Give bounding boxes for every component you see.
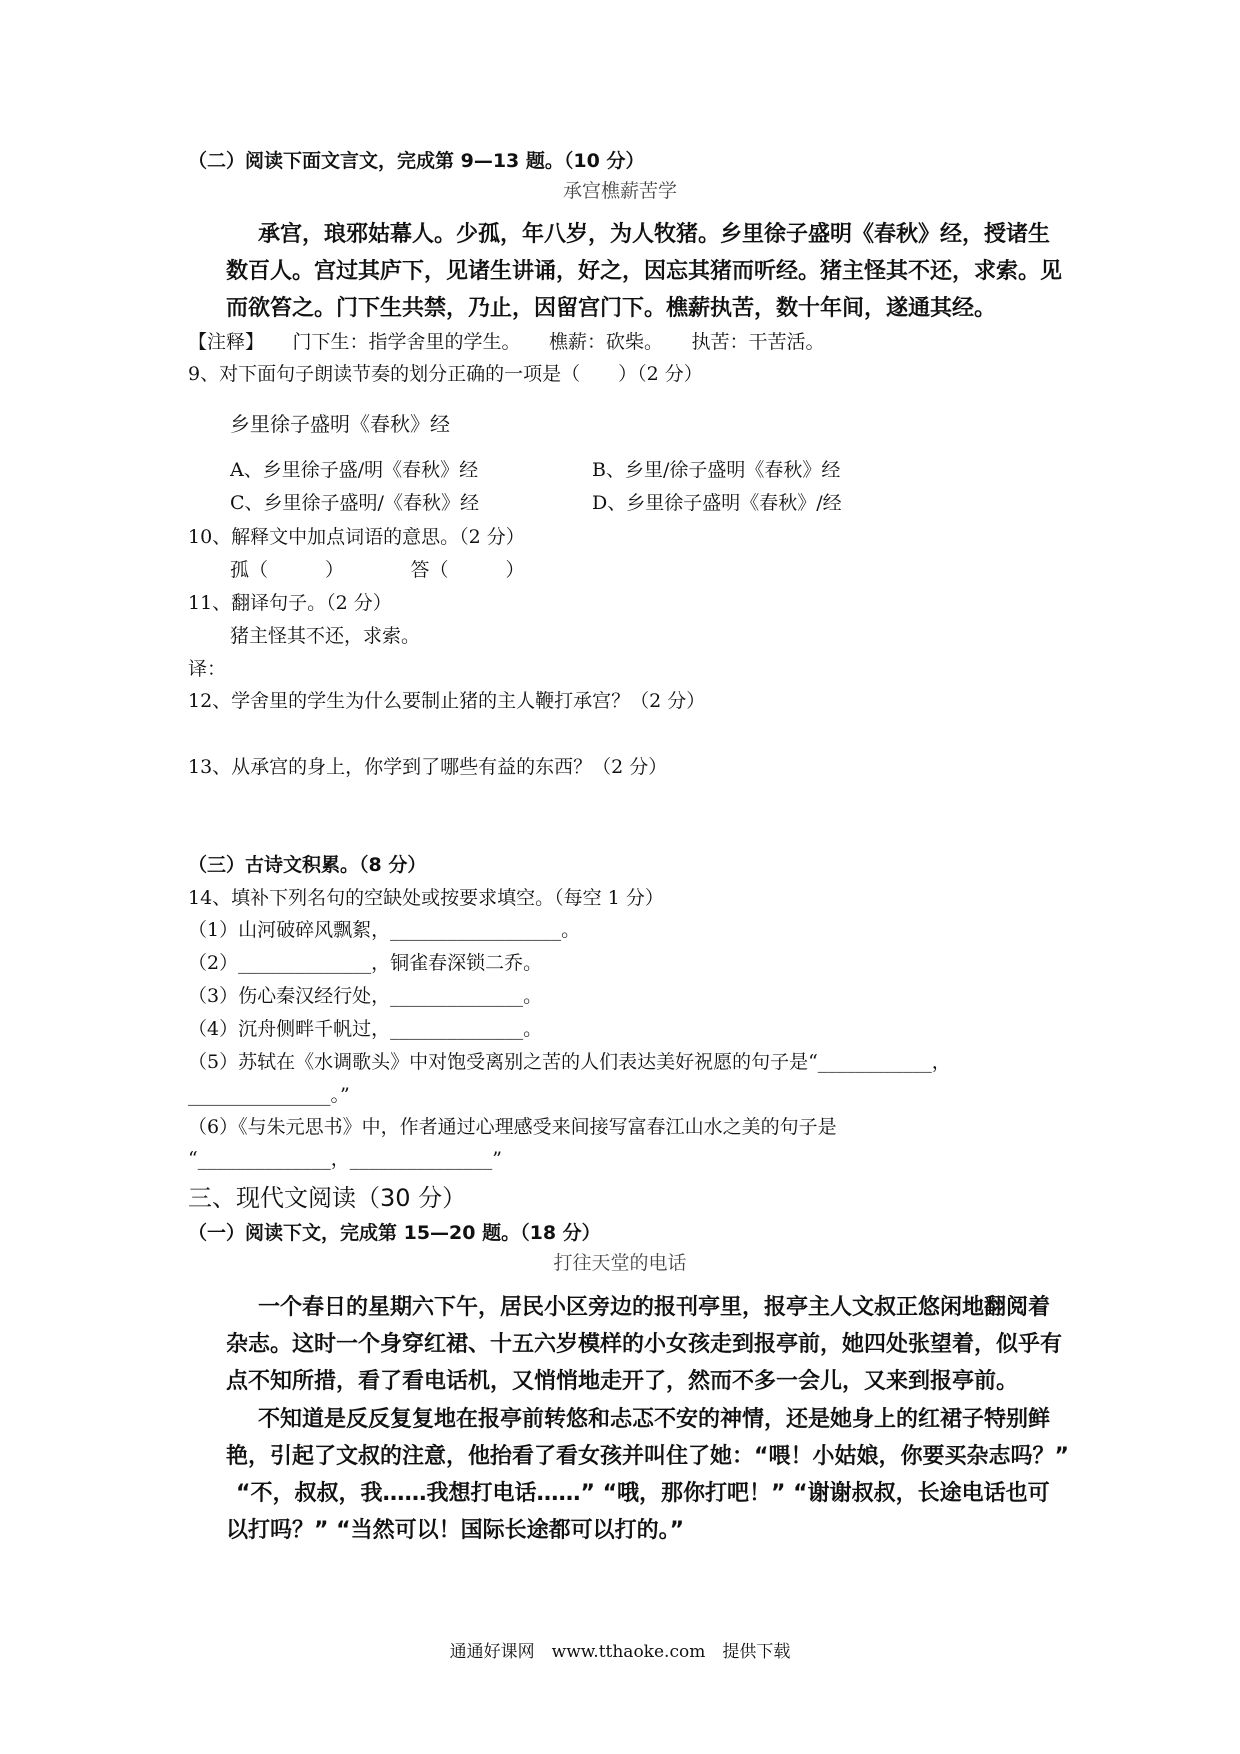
fill-item: （5）苏轼在《水调歌头》中对饱受离别之苦的人们表达美好祝愿的句子是“____________， [188,1051,951,1073]
fill-item: （2）______________，铜雀春深锁二乔。 [188,952,543,974]
option-c: C、乡里徐子盛明/《春秋》经 [230,492,479,514]
passage-line: 以打吗？” “当然可以！国际长途都可以打的。” [226,1518,685,1543]
passage-line: 不知道是反反复复地在报亭前转悠和忐忑不安的神情，还是她身上的红裙子特别鲜 [236,1407,1051,1432]
fill-item: （4）沉舟侧畔千帆过，______________。 [188,1018,543,1040]
passage-line: 一个春日的星期六下午，居民小区旁边的报刊亭里，报亭主人文叔正悠闲地翻阅着 [236,1295,1051,1320]
fill-item: （3）伤心秦汉经行处，______________。 [188,985,543,1007]
passage-line: 艳，引起了文叔的注意，他抬看了看女孩并叫住了她：“喂！小姑娘，你要买杂志吗？” [226,1444,1069,1469]
option-d: D、乡里徐子盛明《春秋》/经 [592,492,842,514]
question-10-blanks: 孤（ ） 答（ ） [230,559,525,581]
passage-line: 点不知所措，看了看电话机，又悄悄地走开了，然而不多一会儿，又来到报亭前。 [226,1369,1019,1394]
fill-item: _______________。” [188,1084,350,1106]
question-13: 13、从承宫的身上，你学到了哪些有益的东西？（2 分） [188,756,668,778]
question-10: 10、解释文中加点词语的意思。（2 分） [188,526,525,548]
part-heading: 三、现代文阅读（30 分） [188,1184,467,1212]
section-heading: （一）阅读下文，完成第 15—20 题。（18 分） [188,1222,601,1244]
passage-line: 承宫，琅邪姑幕人。少孤，年八岁，为人牧猪。乡里徐子盛明《春秋》经，授诸生 [258,222,1051,247]
passage-line: 杂志。这时一个身穿红裙、十五六岁模样的小女孩走到报亭前，她四处张望着，似乎有 [226,1332,1063,1357]
section-heading: （二）阅读下面文言文，完成第 9—13 题。（10 分） [188,150,645,172]
option-b: B、乡里/徐子盛明《春秋》经 [592,459,841,481]
footer-credit: 通通好课网 www.tthaoke.com 提供下载 [449,1642,791,1662]
fill-item: （1）山河破碎风飘絮，__________________。 [188,919,581,941]
passage-line: “不，叔叔，我……我想打电话……” “哦，那你打吧！” “谢谢叔叔，长途电话也可 [236,1481,1050,1506]
question-11: 11、翻译句子。（2 分） [188,592,392,614]
passage-title: 打往天堂的电话 [553,1252,687,1274]
answer-label: 译： [188,658,227,680]
section-heading: （三）古诗文积累。（8 分） [188,854,427,876]
annotation-notes: 【注释】 门下生：指学舍里的学生。 樵薪：砍柴。 执苦：干苦活。 [188,331,825,353]
fill-item: （6）《与朱元思书》中，作者通过心理感受来间接写富春江山水之美的句子是 [188,1116,837,1138]
question-9: 9、对下面句子朗读节奏的划分正确的一项是（ ）（2 分） [188,363,703,385]
fill-item: “______________，_______________” [188,1148,502,1170]
passage-line: 而欲笞之。门下生共禁，乃止，因留宫门下。樵薪执苦，数十年间，遂通其经。 [226,296,997,321]
question-12: 12、学舍里的学生为什么要制止猪的主人鞭打承宫？（2 分） [188,690,706,712]
question-9-sentence: 乡里徐子盛明《春秋》经 [230,412,450,436]
question-14: 14、填补下列名句的空缺处或按要求填空。（每空 1 分） [188,887,664,909]
option-a: A、乡里徐子盛/明《春秋》经 [230,459,479,481]
passage-line: 数百人。宫过其庐下，见诸生讲诵，好之，因忘其猪而听经。猪主怪其不还，求索。见 [226,259,1063,284]
question-11-sentence: 猪主怪其不还，求索。 [230,625,421,647]
passage-title: 承宫樵薪苦学 [562,180,677,202]
